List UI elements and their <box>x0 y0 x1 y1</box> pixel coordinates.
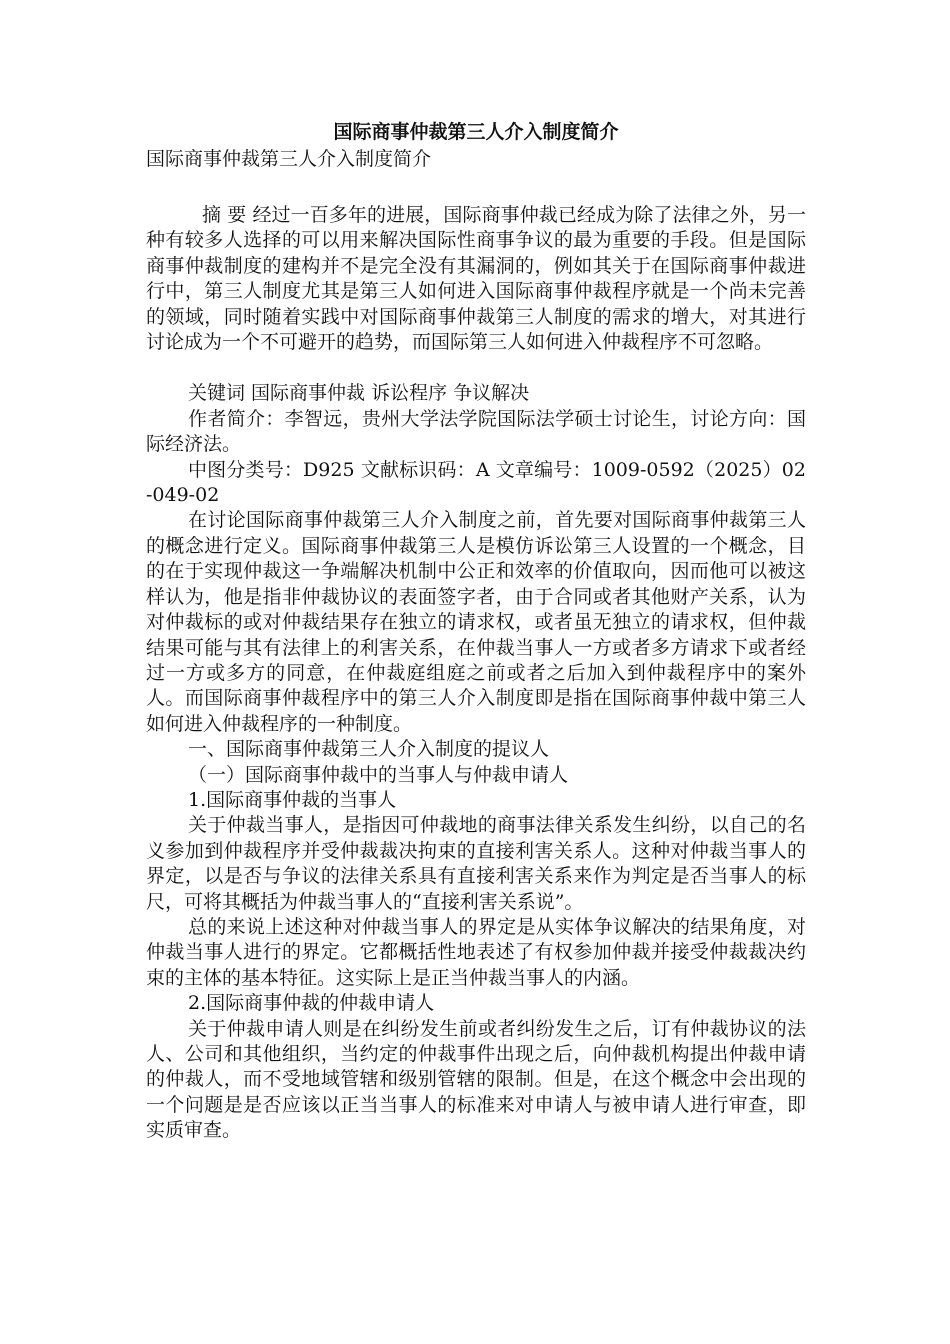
body-paragraph: 关于仲裁当事人，是指因可仲裁地的商事法律关系发生纠纷，以自己的名义参加到仲裁程序并受仲裁裁决拘束的直接利害关系人。这种对仲裁当事人的界定，以是否与争议的法律关系具有直接利害关系来作为判定是否当事人的标尺，可将其概括为仲裁当事人的“直接利害关系说”。 <box>146 814 806 913</box>
section-heading: 一、国际商事仲裁第三人介入制度的提议人 <box>188 738 550 761</box>
author-paragraph: 作者简介：李智远，贵州大学法学院国际法学硕士讨论生，讨论方向：国际经济法。 <box>146 407 806 456</box>
spacer <box>146 355 806 381</box>
spacer <box>146 173 806 203</box>
subsubsection-heading: 2.国际商事仲裁的仲裁申请人 <box>188 992 435 1015</box>
subsubsection-heading: 1.国际商事仲裁的当事人 <box>188 788 397 811</box>
keywords-paragraph: 关键词 国际商事仲裁 诉讼程序 争议解决 <box>188 382 530 405</box>
body-paragraph: 关于仲裁申请人则是在纠纷发生前或者纠纷发生之后，订有仲裁协议的法人、公司和其他组织，当约定的仲裁事件出现之后，向仲裁机构提出仲裁申请的仲裁人，而不受地域管辖和级别管辖的限制。但是，在这个概念中会出现的一个问题是是否应该以正当当事人的标准来对申请人与被申请人进行审查，即实质审查。 <box>146 1017 806 1142</box>
classification-paragraph: 中图分类号：D925 文献标识码：A 文章编号：1009-0592（2025）02-049-02 <box>146 458 806 507</box>
document-page <box>146 118 806 1144</box>
document-title: 国际商事仲裁第三人介入制度简介 <box>333 121 619 143</box>
subsection-heading: （一）国际商事仲裁中的当事人与仲裁申请人 <box>188 763 569 786</box>
abstract-paragraph: 摘 要 经过一百多年的进展，国际商事仲裁已经成为除了法律之外，另一种有较多人选择的可以用来解决国际性商事争议的最为重要的手段。但是国际商事仲裁制度的建构并不是完全没有其漏洞的，例如其关于在国际商事仲裁进行中，第三人制度尤其是第三人如何进入国际商事仲裁程序就是一个尚未完善的领域，同时随着实践中对国际商事仲裁第三人制度的需求的增大，对其进行讨论成为一个不可避开的趋势，而国际第三人如何进入仲裁程序不可忽略。 <box>146 204 806 354</box>
intro-paragraph: 在讨论国际商事仲裁第三人介入制度之前，首先要对国际商事仲裁第三人的概念进行定义。国际商事仲裁第三人是模仿诉讼第三人设置的一个概念，目的在于实现仲裁这一争端解决机制中公正和效率的价值取向，因而他可以被这样认为，他是指非仲裁协议的表面签字者，由于合同或者其他财产关系，认为对仲裁标的或对仲裁结果存在独立的请求权，或者虽无独立的请求权，但仲裁结果可能与其有法律上的利害关系，在仲裁当事人一方或者多方请求下或者经过一方或多方的同意，在仲裁庭组庭之前或者之后加入到仲裁程序中的案外人。而国际商事仲裁程序中的第三人介入制度即是指在国际商事仲裁中第三人如何进入仲裁程序的一种制度。 <box>146 509 806 735</box>
body-paragraph: 总的来说上述这种对仲裁当事人的界定是从实体争议解决的结果角度，对仲裁当事人进行的界定。它都概括性地表述了有权参加仲裁并接受仲裁裁决约束的主体的基本特征。这实际上是正当仲裁当事人的内涵。 <box>146 915 806 989</box>
document-subtitle: 国际商事仲裁第三人介入制度简介 <box>146 148 432 170</box>
